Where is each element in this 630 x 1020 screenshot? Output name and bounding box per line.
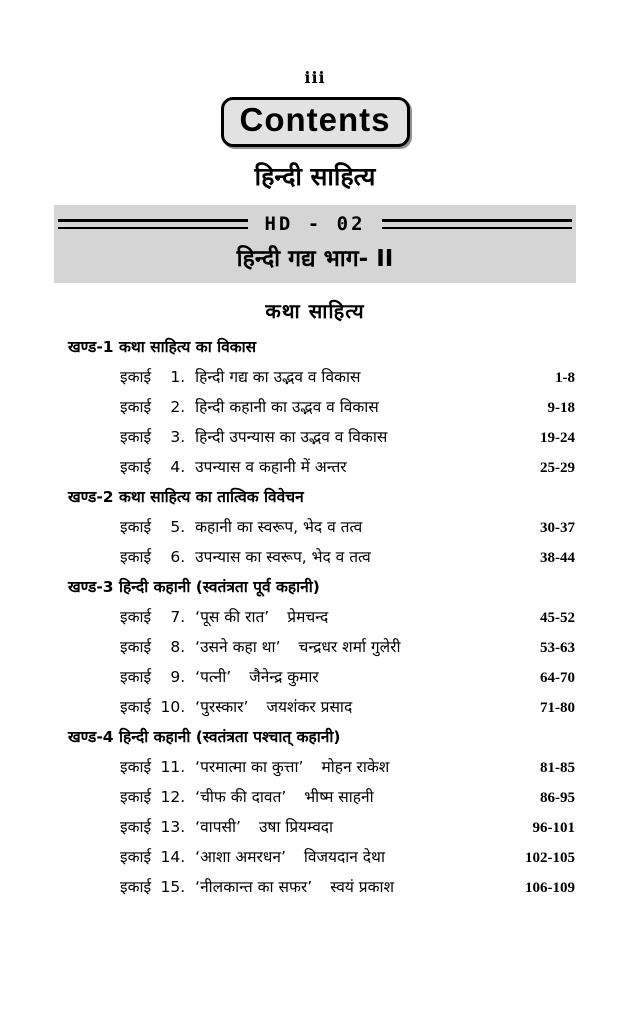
toc-row — [68, 362, 575, 392]
toc-row — [68, 542, 575, 572]
toc-row — [68, 632, 575, 662]
unit-number: 15. — [160, 878, 186, 896]
unit-label: इकाई — [120, 428, 152, 446]
unit-label: इकाई — [120, 368, 152, 386]
unit-number: 13. — [160, 818, 186, 836]
unit-number: 4. — [170, 458, 186, 476]
unit-title: ‘पुरस्कार’ — [195, 698, 249, 716]
subject-title: हिन्दी साहित्य — [254, 162, 376, 191]
page-range: 96-101 — [532, 820, 575, 836]
unit-number: 10. — [160, 698, 186, 716]
course-code-row — [58, 213, 572, 235]
unit-title: उपन्यास व कहानी में अन्तर — [195, 458, 347, 476]
toc-row — [68, 602, 575, 632]
unit-author: विजयदान देथा — [303, 848, 385, 866]
unit-author: जैनेन्द्र कुमार — [249, 668, 319, 686]
unit-label: इकाई — [120, 878, 152, 896]
unit-number: 14. — [160, 848, 186, 866]
unit-number: 2. — [170, 398, 186, 416]
unit-author: भीष्म साहनी — [304, 788, 374, 806]
toc-row — [68, 812, 575, 842]
group-heading: खण्ड-3 हिन्दी कहानी (स्वतंत्रता पूर्व कहानी) — [68, 578, 320, 596]
unit-title: कहानी का स्वरूप, भेद व तत्व — [195, 518, 363, 536]
unit-label: इकाई — [120, 398, 152, 416]
toc-row — [68, 512, 575, 542]
unit-label: इकाई — [120, 758, 152, 776]
toc-row — [68, 782, 575, 812]
page-range: 71-80 — [540, 700, 575, 716]
page-range: 106-109 — [525, 880, 575, 896]
unit-title: ‘वापसी’ — [195, 818, 241, 836]
unit-number: 7. — [170, 608, 186, 626]
unit-author: स्वयं प्रकाश — [330, 878, 395, 896]
unit-author: प्रेमचन्द — [287, 608, 329, 626]
unit-number: 12. — [160, 788, 186, 806]
unit-number: 9. — [170, 668, 186, 686]
unit-label: इकाई — [120, 608, 152, 626]
unit-label: इकाई — [120, 848, 152, 866]
unit-author: चन्द्रधर शर्मा गुलेरी — [298, 638, 401, 656]
group-heading: खण्ड-4 हिन्दी कहानी (स्वतंत्रता पश्चात् कहानी) — [68, 728, 341, 746]
course-code: HD - 02 — [264, 213, 366, 235]
unit-title: हिन्दी उपन्यास का उद्भव व विकास — [195, 428, 388, 446]
contents-box-wrap — [0, 97, 630, 147]
unit-number: 6. — [170, 548, 186, 566]
page-range: 30-37 — [540, 520, 575, 536]
unit-number: 8. — [170, 638, 186, 656]
toc-row — [68, 842, 575, 872]
unit-number: 1. — [170, 368, 186, 386]
unit-label: इकाई — [120, 548, 152, 566]
group-heading: खण्ड-1 कथा साहित्य का विकास — [68, 338, 257, 356]
unit-title: ‘नीलकान्त का सफर’ — [195, 878, 313, 896]
unit-number: 3. — [170, 428, 186, 446]
page-number: iii — [304, 68, 326, 87]
page-range: 25-29 — [540, 460, 575, 476]
page-range: 45-52 — [540, 610, 575, 626]
page-range: 53-63 — [540, 640, 575, 656]
unit-number: 11. — [160, 758, 186, 776]
section-title: कथा साहित्य — [265, 299, 365, 323]
page-range: 1-8 — [555, 370, 575, 386]
unit-label: इकाई — [120, 668, 152, 686]
double-rule-left — [58, 219, 248, 229]
unit-number: 5. — [170, 518, 186, 536]
unit-title: ‘चीफ की दावत’ — [195, 788, 287, 806]
toc-row — [68, 872, 575, 902]
unit-label: इकाई — [120, 458, 152, 476]
unit-title: ‘पत्नी’ — [195, 668, 232, 686]
unit-label: इकाई — [120, 698, 152, 716]
toc-row — [68, 662, 575, 692]
unit-label: इकाई — [120, 818, 152, 836]
unit-title: ‘परमात्मा का कुत्ता’ — [195, 758, 304, 776]
unit-title: हिन्दी कहानी का उद्भव व विकास — [195, 398, 379, 416]
toc-row — [68, 752, 575, 782]
unit-author: उषा प्रियम्वदा — [258, 818, 334, 836]
page-range: 64-70 — [540, 670, 575, 686]
unit-label: इकाई — [120, 638, 152, 656]
unit-title: हिन्दी गद्य का उद्भव व विकास — [195, 368, 361, 386]
unit-title: ‘आशा अमरधन’ — [195, 848, 286, 866]
unit-label: इकाई — [120, 788, 152, 806]
toc-row — [68, 422, 575, 452]
toc-row — [68, 392, 575, 422]
double-rule-right — [382, 219, 572, 229]
table-of-contents — [68, 332, 575, 902]
group-heading: खण्ड-2 कथा साहित्य का तात्विक विवेचन — [68, 488, 304, 506]
page-range: 102-105 — [525, 850, 575, 866]
unit-author: जयशंकर प्रसाद — [266, 698, 353, 716]
page-range: 81-85 — [540, 760, 575, 776]
unit-label: इकाई — [120, 518, 152, 536]
toc-row — [68, 452, 575, 482]
unit-title: ‘उसने कहा था’ — [195, 638, 281, 656]
course-band — [54, 205, 576, 283]
unit-author: मोहन राकेश — [321, 758, 390, 776]
page-range: 9-18 — [547, 400, 575, 416]
page-range: 38-44 — [540, 550, 575, 566]
contents-title: Contents — [221, 97, 410, 147]
page-range: 86-95 — [540, 790, 575, 806]
unit-title: ‘पूस की रात’ — [195, 608, 270, 626]
toc-row — [68, 692, 575, 722]
page-range: 19-24 — [540, 430, 575, 446]
course-title: हिन्दी गद्य भाग- II — [236, 246, 394, 272]
unit-title: उपन्यास का स्वरूप, भेद व तत्व — [195, 548, 371, 566]
